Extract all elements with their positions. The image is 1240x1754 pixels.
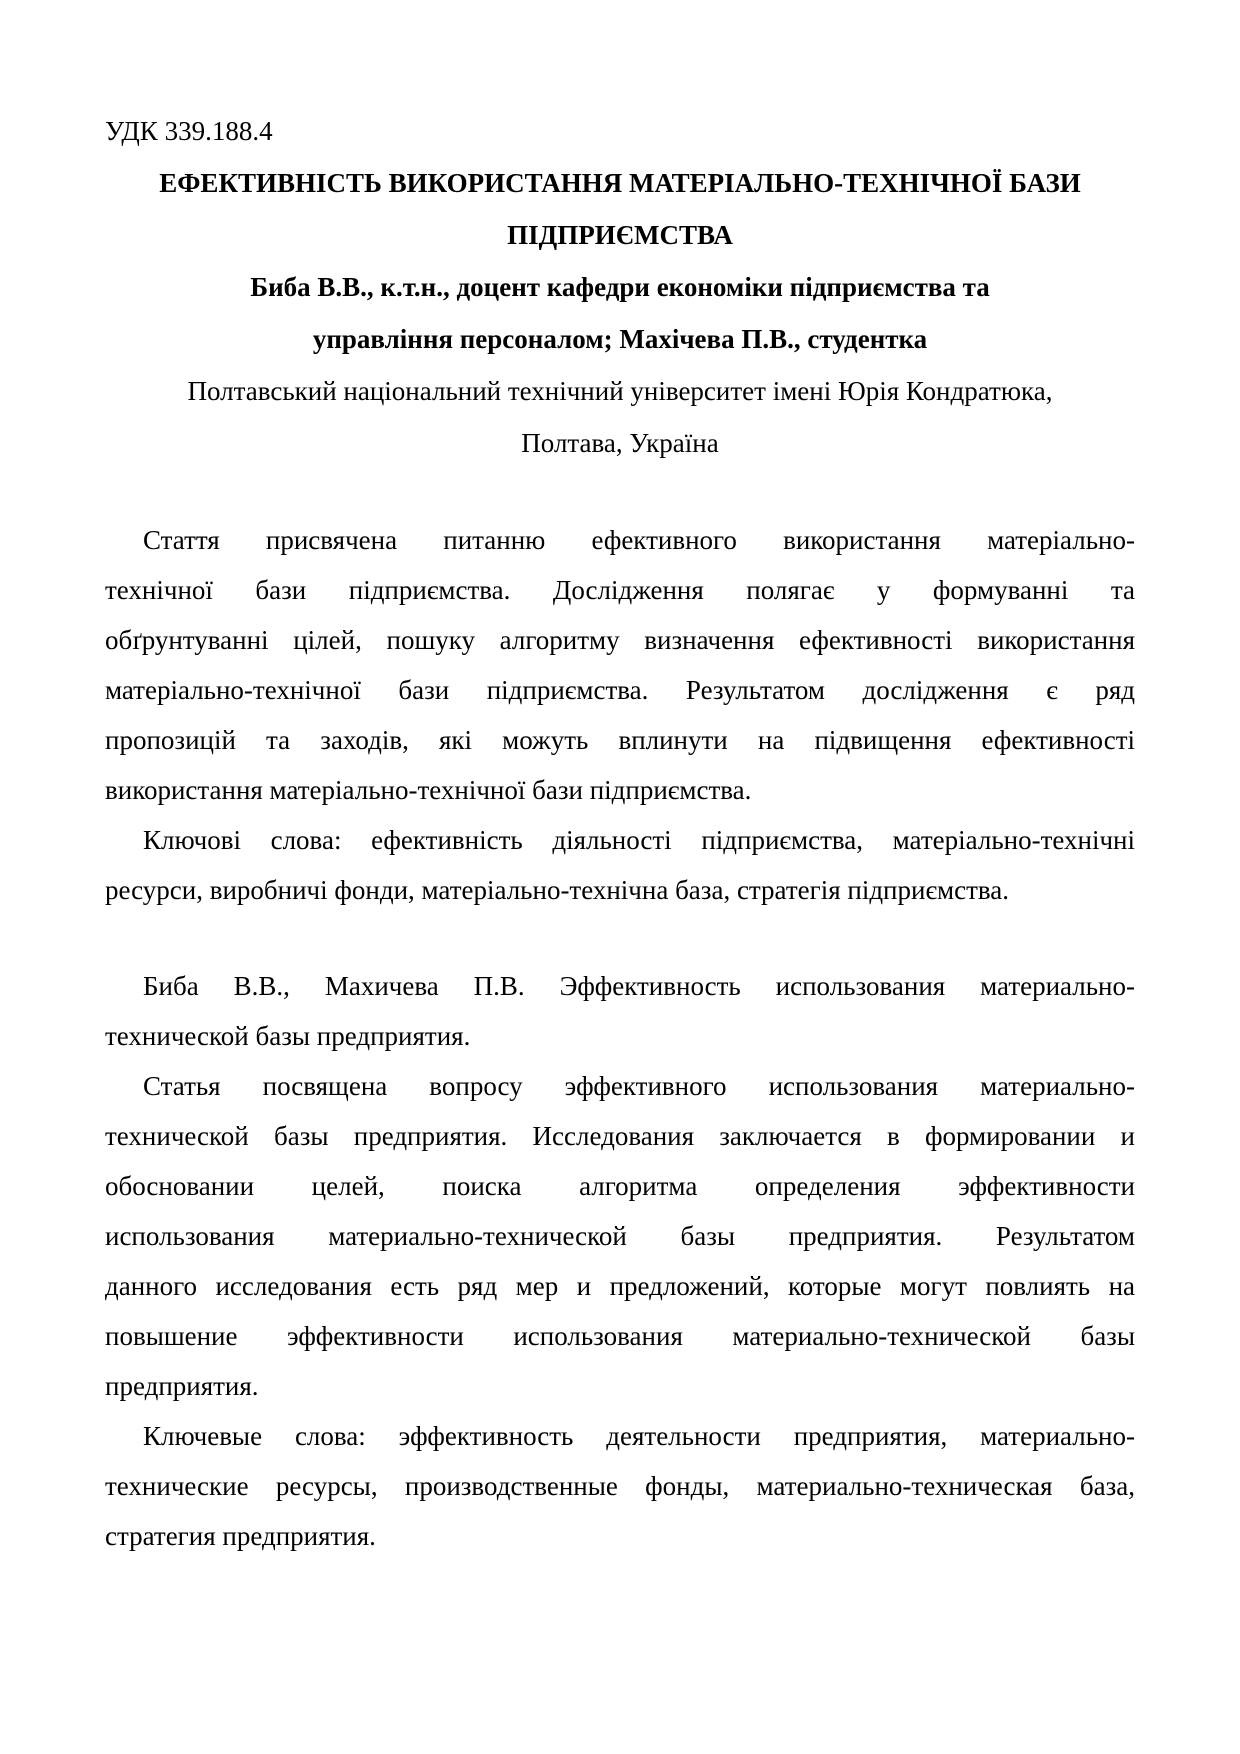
udc-code: УДК 339.188.4 — [105, 116, 273, 146]
spacer — [105, 915, 1135, 961]
article-title-line-1: ЕФЕКТИВНІСТЬ ВИКОРИСТАННЯ МАТЕРІАЛЬНО-ТЕХНІЧНОЇ БАЗИ — [159, 168, 1081, 198]
abstract-ru-line: обосновании целей, поиска алгоритма определения эффективности — [105, 1171, 1135, 1201]
keywords-ru-line: Ключевые слова: эффективность деятельности предприятия, материально- — [143, 1421, 1135, 1451]
abstract-ua-line: Стаття присвячена питанню ефективного використання матеріально- — [143, 525, 1135, 555]
affiliation-line-1: Полтавський національний технічний університет імені Юрія Кондратюка, — [187, 376, 1053, 406]
keywords-ua-line: Ключові слова: ефективність діяльності підприємства, матеріально-технічні — [143, 825, 1135, 855]
spacer — [105, 469, 1135, 515]
abstract-ru-line: предприятия. — [105, 1371, 259, 1401]
abstract-ua-line: обґрунтуванні цілей, пошуку алгоритму визначення ефективності використання — [105, 625, 1135, 655]
abstract-ru-line: данного исследования есть ряд мер и предложений, которые могут повлиять на — [105, 1271, 1135, 1301]
citation-ru-line: Биба В.В., Махичева П.В. Эффективность использования материально- — [143, 971, 1135, 1001]
abstract-ua-line: технічної бази підприємства. Дослідження полягає у формуванні та — [105, 575, 1135, 605]
abstract-ua-line: матеріально-технічної бази підприємства. Результатом дослідження є ряд — [105, 675, 1135, 705]
keywords-ru-line: стратегия предприятия. — [105, 1521, 376, 1551]
article-title-line-2: ПІДПРИЄМСТВА — [507, 220, 733, 250]
abstract-ua-line: використання матеріально-технічної бази підприємства. — [105, 775, 752, 805]
keywords-ru-line: технические ресурсы, производственные фонды, материально-техническая база, — [105, 1471, 1135, 1501]
affiliation-line-2: Полтава, Україна — [521, 428, 719, 458]
abstract-ru-line: технической базы предприятия. Исследования заключается в формировании и — [105, 1121, 1135, 1151]
citation-ru-line: технической базы предприятия. — [105, 1021, 471, 1051]
abstract-ru-line: повышение эффективности использования материально-технической базы — [105, 1321, 1135, 1351]
keywords-ua-line: ресурси, виробничі фонди, матеріально-технічна база, стратегія підприємства. — [105, 875, 1010, 905]
abstract-ru-line: Статья посвящена вопросу эффективного использования материально- — [143, 1071, 1135, 1101]
abstract-ru-line: использования материально-технической базы предприятия. Результатом — [105, 1221, 1135, 1251]
abstract-ua-line: пропозицій та заходів, які можуть вплинути на підвищення ефективності — [105, 725, 1135, 755]
authors-line-1: Биба В.В., к.т.н., доцент кафедри економіки підприємства та — [250, 272, 990, 302]
authors-line-2: управління персоналом; Махічева П.В., студентка — [312, 324, 928, 354]
